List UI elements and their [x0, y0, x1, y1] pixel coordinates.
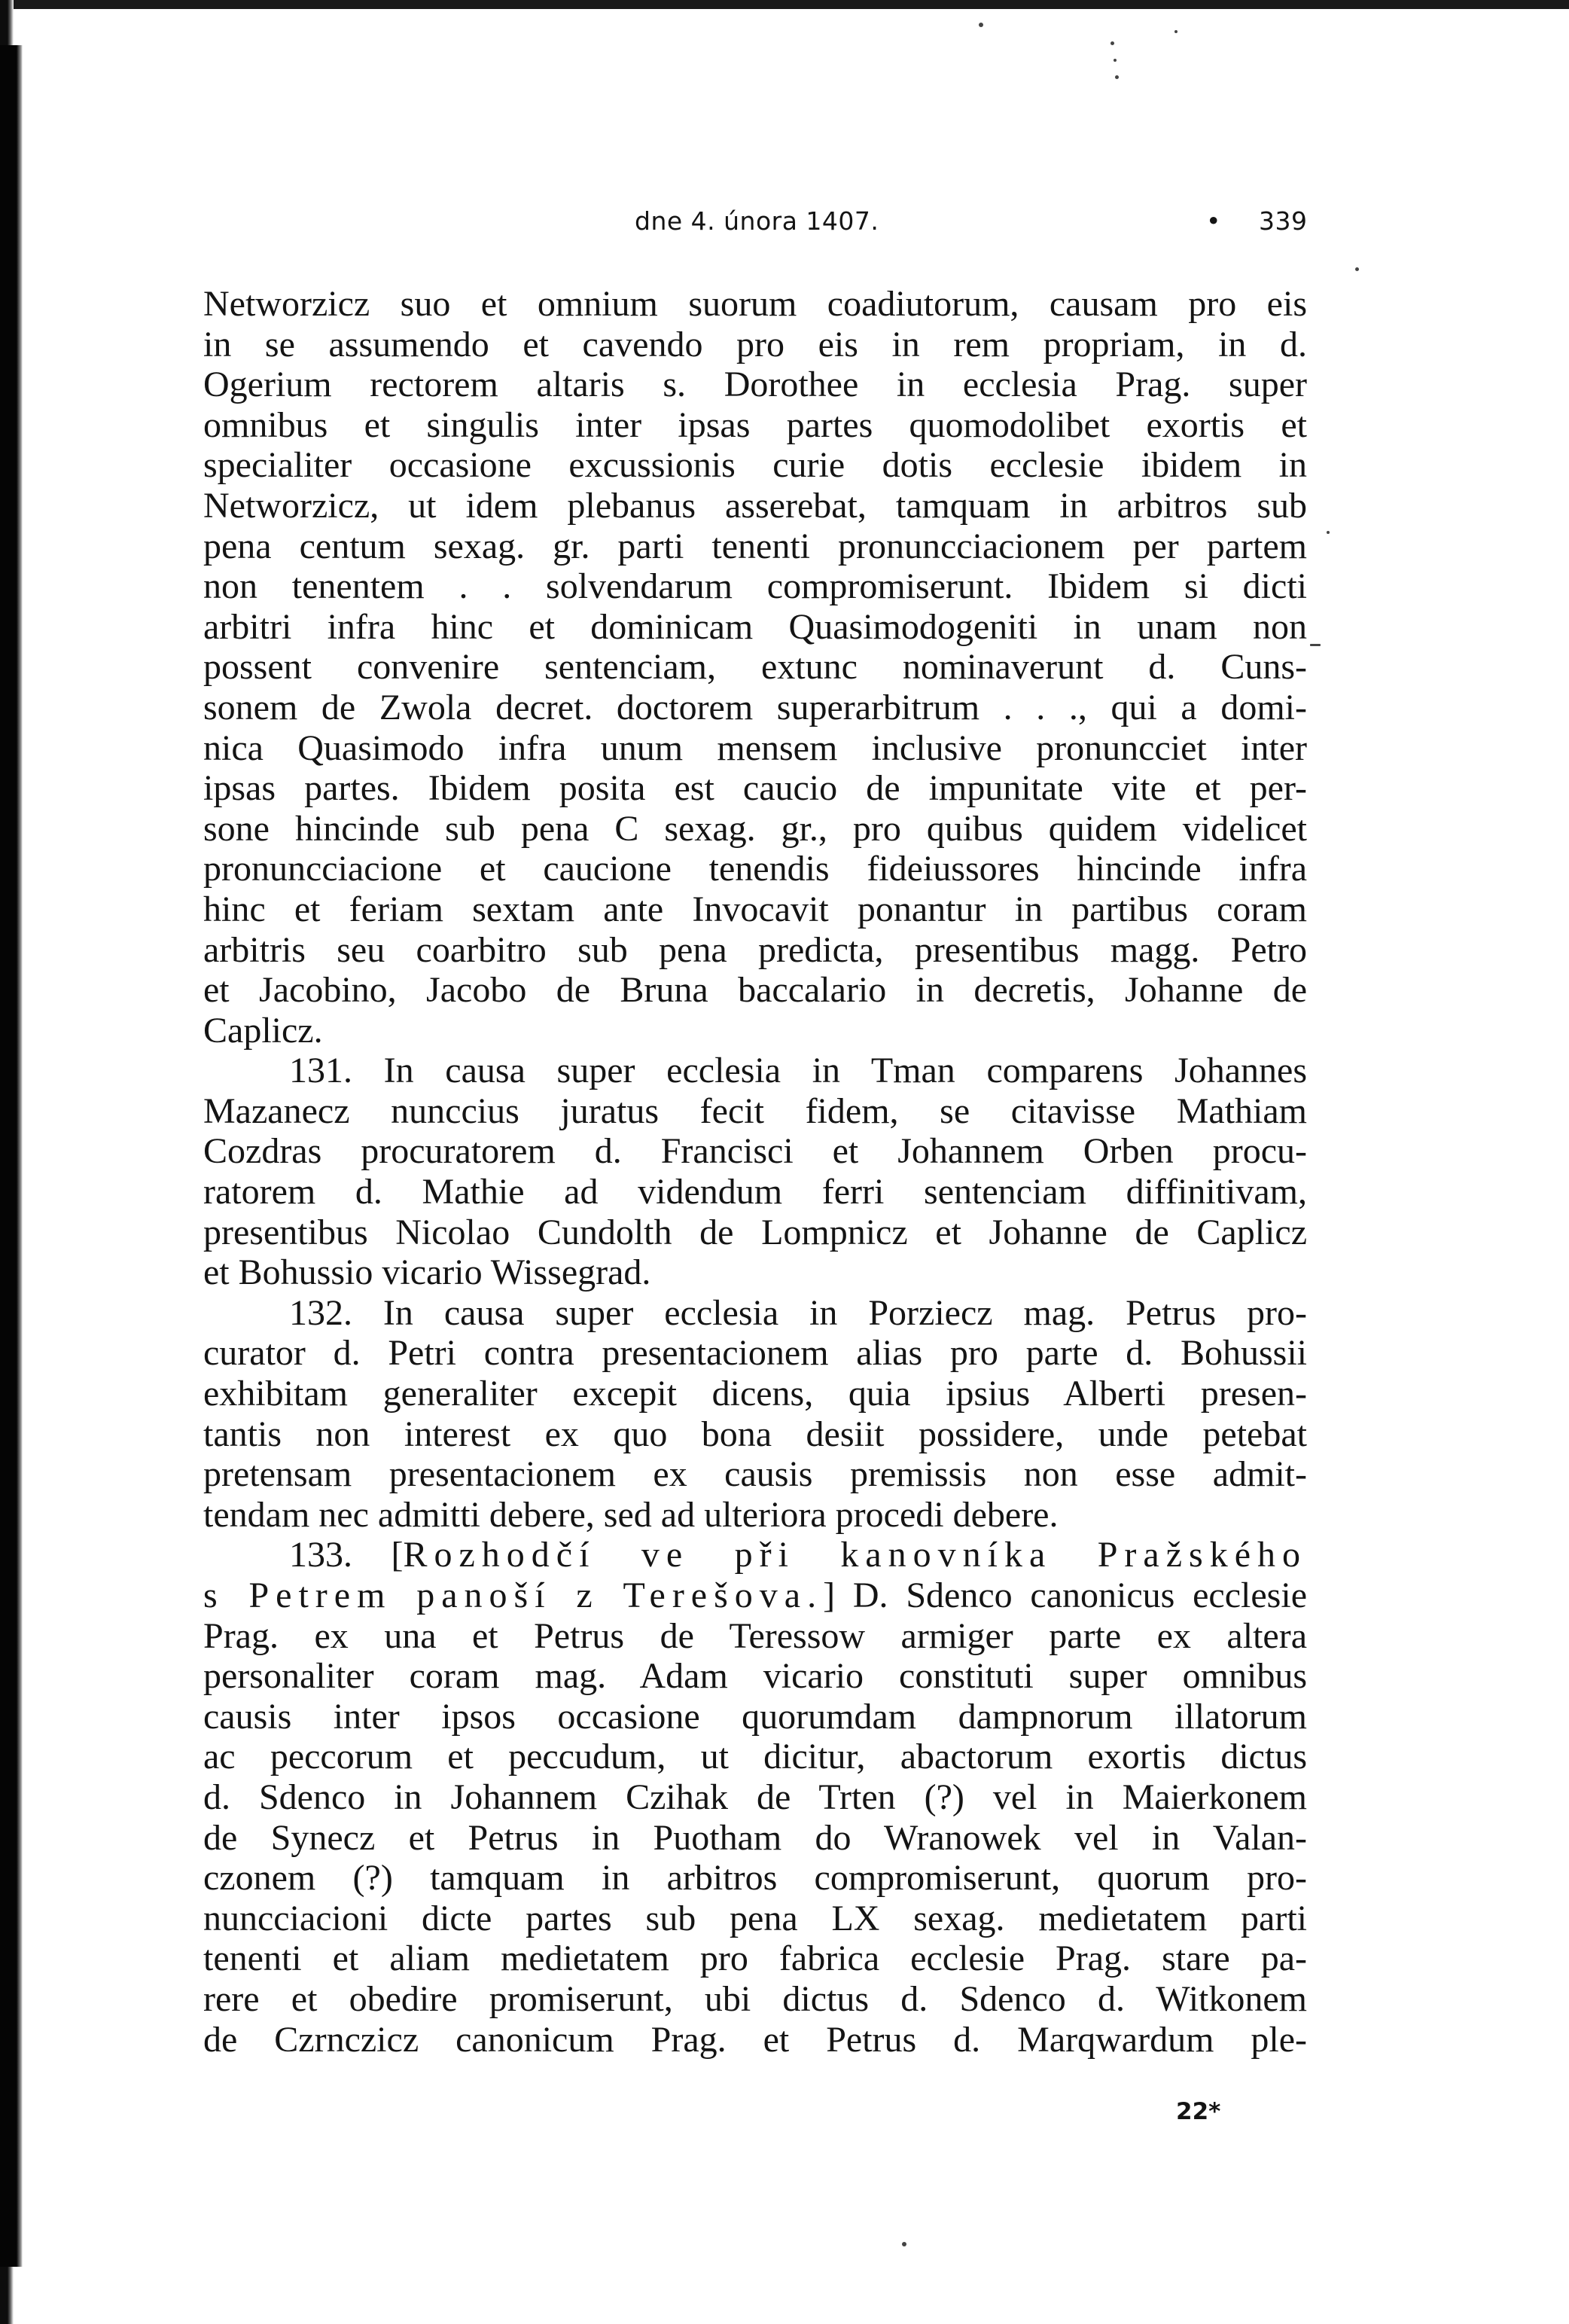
text-segment: ] D. Sdenco canonicus ecclesie: [823, 1575, 1307, 1615]
signature-mark: 22*: [1176, 2098, 1221, 2125]
text-line: exhibitam generaliter excepit dicens, quia ipsius Alberti presen-: [203, 1374, 1307, 1414]
text-line: presentibus Nicolao Cundolth de Lompnicz et Johanne de Caplicz: [203, 1212, 1307, 1252]
scan-speck: [1355, 267, 1359, 271]
text-line: et Jacobino, Jacobo de Bruna baccalario in decretis, Johanne de: [203, 970, 1307, 1011]
text-line: personaliter coram mag. Adam vicario constituti super omnibus: [203, 1656, 1307, 1697]
text-line: tenenti et aliam medietatem pro fabrica ecclesie Prag. stare pa-: [203, 1938, 1307, 1979]
text-line: non tenentem . . solvendarum compromiserunt. Ibidem si dicti: [203, 566, 1307, 607]
text-line: czonem (?) tamquam in arbitros compromiserunt, quorum pro-: [203, 1858, 1307, 1899]
text-line: ratorem d. Mathie ad videndum ferri sentenciam diffinitivam,: [203, 1172, 1307, 1212]
text-line-heading-end: [203, 1575, 1307, 1616]
text-line: d. Sdenco in Johannem Czihak de Trten (?) vel in Maierkonem: [203, 1777, 1307, 1817]
text-line: et Bohussio vicario Wissegrad.: [203, 1252, 651, 1293]
scan-speck: [979, 23, 983, 27]
text-line: nica Quasimodo infra unum mensem inclusive pronuncciet inter: [203, 727, 1307, 768]
scan-speck: [1114, 59, 1117, 62]
scan-speck: [1327, 531, 1330, 534]
text-line: nuncciacioni dicte partes sub pena LX sexag. medietatem parti: [203, 1898, 1307, 1938]
text-line: Ogerium rectorem altaris s. Dorothee in ecclesia Prag. super: [203, 364, 1307, 405]
text-line: tantis non interest ex quo bona desiit possidere, unde petebat: [203, 1414, 1307, 1454]
entry-heading-part-1: Rozhodčí ve při kanovníka Pražského: [403, 1535, 1308, 1575]
text-line: Mazanecz nunccius juratus fecit fidem, se citavisse Mathiam: [203, 1090, 1307, 1131]
text-line: hinc et feriam sextam ante Invocavit ponantur in partibus coram: [203, 889, 1307, 929]
running-head: [0, 206, 1569, 239]
scan-speck: [1174, 30, 1178, 33]
text-line: arbitris seu coarbitro sub pena predicta, presentibus magg. Petro: [203, 929, 1307, 970]
text-line: de Synecz et Petrus in Puotham do Wranowek vel in Valan-: [203, 1817, 1307, 1858]
text-line-heading-start: [203, 1535, 1307, 1575]
text-line: tendam nec admitti debere, sed ad ulteriora procedi debere.: [203, 1494, 1059, 1535]
text-line: 131. In causa super ecclesia in Tman comparens Johannes: [289, 1051, 1307, 1091]
text-line: arbitri infra hinc et dominicam Quasimodogeniti in unam non: [203, 606, 1307, 647]
scan-speck: [1115, 75, 1119, 79]
entry-heading-part-2: s Petrem panoší z Terešova.: [203, 1575, 824, 1615]
text-line: omnibus et singulis inter ipsas partes quomodolibet exortis et: [203, 404, 1307, 445]
text-line: curator d. Petri contra presentacionem alias pro parte d. Bohussii: [203, 1333, 1307, 1374]
text-line: de Czrnczicz canonicum Prag. et Petrus d. Marqwardum ple-: [203, 2019, 1307, 2060]
running-head-bullet: •: [1206, 206, 1221, 236]
text-line: ac peccorum et peccudum, ut dicitur, abactorum exortis dictus: [203, 1737, 1307, 1777]
text-line: rere et obedire promiserunt, ubi dictus d. Sdenco d. Witkonem: [203, 1978, 1307, 2019]
text-line: pena centum sexag. gr. parti tenenti pronuncciacionem per partem: [203, 526, 1307, 566]
text-line: Prag. ex una et Petrus de Teressow armiger parte ex altera: [203, 1615, 1307, 1656]
text-line: possent convenire sentenciam, extunc nominaverunt d. Cuns-: [203, 647, 1307, 688]
entry-number: 133. [: [289, 1535, 404, 1575]
text-line: Networzicz, ut idem plebanus asserebat, tamquam in arbitros sub: [203, 485, 1307, 526]
text-line: causis inter ipsos occasione quorumdam dampnorum illatorum: [203, 1696, 1307, 1737]
page-number: 339: [1259, 206, 1308, 236]
text-line: pronuncciacione et caucione tenendis fideiussores hincinde infra: [203, 849, 1307, 889]
text-line: sone hincinde sub pena C sexag. gr., pro quibus quidem videlicet: [203, 808, 1307, 849]
text-line: specialiter occasione excussionis curie dotis ecclesie ibidem in: [203, 445, 1307, 486]
text-line: Cozdras procuratorem d. Francisci et Johannem Orben procu-: [203, 1131, 1307, 1172]
text-line: Networzicz suo et omnium suorum coadiutorum, causam pro eis: [203, 284, 1307, 324]
text-line: 132. In causa super ecclesia in Porziecz mag. Petrus pro-: [289, 1292, 1307, 1333]
scan-speck: [1110, 41, 1114, 45]
text-line: sonem de Zwola decret. doctorem superarbitrum . . ., qui a domi-: [203, 687, 1307, 727]
scan-speck: [902, 2242, 906, 2246]
text-line: in se assumendo et cavendo pro eis in rem propriam, in d.: [203, 324, 1307, 364]
scan-border-left-shadow: [0, 45, 23, 2267]
text-line: Caplicz.: [203, 1010, 323, 1051]
text-line: pretensam presentacionem ex causis premissis non esse admit-: [203, 1454, 1307, 1495]
scan-border-top: [0, 0, 1569, 9]
running-head-title: dne 4. února 1407.: [635, 206, 879, 236]
main-text: [203, 284, 1307, 2060]
scan-speck: [1310, 644, 1321, 646]
text-line: ipsas partes. Ibidem posita est caucio de impunitate vite et per-: [203, 768, 1307, 809]
